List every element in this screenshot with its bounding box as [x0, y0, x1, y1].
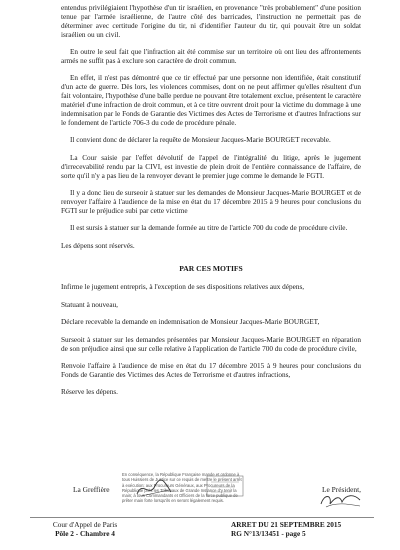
- stamp-text: En conséquence, la République Française mande et ordonne à tous Huissiers de Justice sur ce requis de mettre le présent arrêt à exécution; aux Procureurs Généraux, aux Procureurs de la République près les Tribunaux de Grande Instance d'y tenir la main; à tous Commandants et Officiers de la force publique de prêter main forte lorsqu'ils en seront légalement requis.: [122, 472, 242, 504]
- paragraph: Il convient donc de déclarer la requête de Monsieur Jacques-Marie BOURGET recevable.: [70, 136, 331, 145]
- president-signature: [318, 490, 364, 510]
- decision-item: Réserve les dépens.: [61, 388, 118, 397]
- document-body: [61, 4, 361, 406]
- clerk-signature: [135, 478, 175, 500]
- decision-item: Renvoie l'affaire à l'audience de mise en état du 17 décembre 2015 à 9 heures pour conclusions du Fonds de Garantie des Victimes des Actes de Terrorisme et d'autres infractions,: [61, 361, 361, 379]
- paragraph: En outre le seul fait que l'infraction ait été commise sur un territoire où ont lieu des affrontements armés ne suffit pas à exclure son caractère de droit commun.: [61, 48, 361, 66]
- footer-divider: [30, 517, 374, 518]
- footer-court: [30, 521, 140, 538]
- chamber-name: Pôle 2 - Chambre 4: [55, 528, 115, 538]
- decision-item: Statuant à nouveau,: [61, 300, 118, 309]
- paragraph: Les dépens sont réservés.: [61, 241, 135, 250]
- section-heading: PAR CES MOTIFS: [179, 263, 243, 273]
- paragraph: Il est sursis à statuer sur la demande formée au titre de l'article 700 du code de procédure civile.: [70, 224, 348, 233]
- decision-item: Déclare recevable la demande en indemnisation de Monsieur Jacques-Marie BOURGET,: [61, 318, 320, 327]
- seal-stamp: [205, 474, 245, 498]
- paragraph: La Cour saisie par l'effet dévolutif de l'appel de l'intégralité du litige, après le jugement d'irrecevabilité rendu par la CIVI, est investie de plein droit de l'entière connaissance de l'affaire, de sorte qu'il n'y a pas lieu de la renvoyer devant le premier juge comme le demande le FGTI.: [61, 153, 361, 180]
- paragraph: entendus privilégiaient l'hypothèse d'un tir israélien, en provenance "très probablement" d'une position tenue par l'armée israélienne, de l'autre côté des barricades, l'instruction ne permettait pas de déterminer avec certitude l'origine du tir, ni d'identifier l'auteur du tir, qui pouvait être un soldat israélien ou un civil.: [61, 4, 361, 39]
- case-reference: RG N°13/13451 - page 5: [231, 528, 306, 538]
- clerk-label: La Greffière: [73, 485, 110, 494]
- decision-date: ARRET DU 21 SEPTEMBRE 2015: [231, 520, 342, 529]
- paragraph: En effet, il n'est pas démontré que ce tir effectué par une personne non identifiée, était constitutif d'un acte de guerre. Dès lors, les violences commises, dont on ne peut affirmer qu'elles résultent d'un fait volontaire, l'hypothèse d'une balle perdue ne pouvant être totalement exclue, présentent le caractère matériel d'une infraction de droit commun, et à ce titre ouvrent droit pour la victime du dommage à une indemnisation par le Fonds de Garantie des Victimes des Actes de Terrorisme et d'autres Infractions sur le fondement de l'article 706-3 du code de procédure pénale.: [61, 74, 361, 127]
- court-name: Cour d'Appel de Paris: [52, 520, 118, 529]
- decision-item: Infirme le jugement entrepris, à l'exception de ses dispositions relatives aux dépens,: [61, 283, 305, 292]
- footer-reference: [231, 521, 371, 538]
- paragraph: Il y a donc lieu de surseoir à statuer sur les demandes de Monsieur Jacques-Marie BOURGET et de renvoyer l'affaire à l'audience de la mise en état du 17 décembre 2015 à 9 heures pour conclusions du FGTI sur le préjudice subi par cette victime: [61, 189, 361, 215]
- decision-item: Surseoit à statuer sur les demandes présentées par Monsieur Jacques-Marie BOURGET en réparation de son préjudice ainsi que sur celle relative à l'application de l'article 700 du code de procédure civile,: [61, 335, 361, 353]
- president-label: Le Président,: [322, 485, 361, 494]
